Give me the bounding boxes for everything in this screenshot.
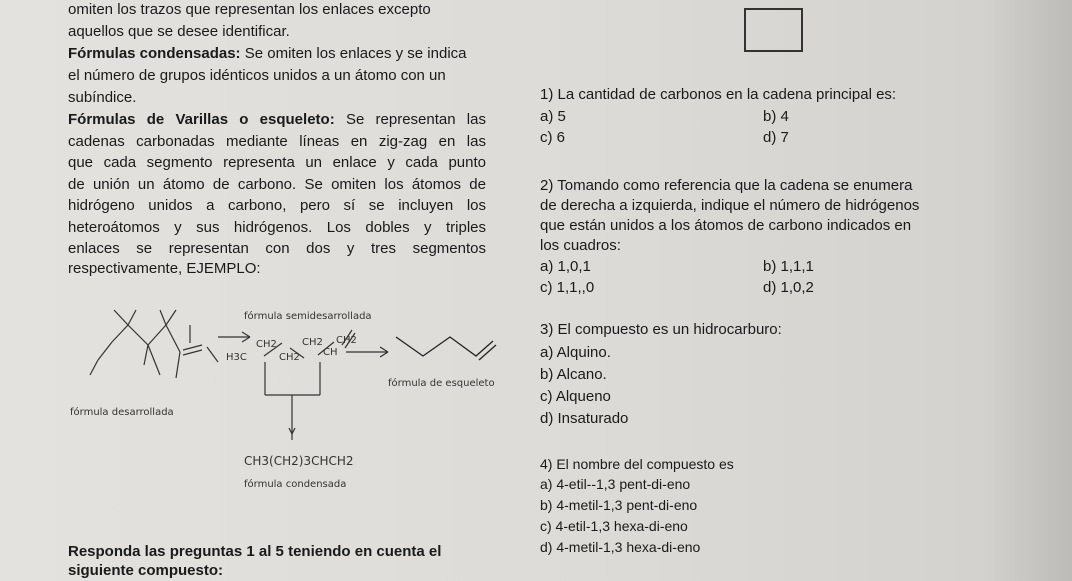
condensed-line-2: el número de grupos idénticos unidos a un átomo con un	[68, 67, 446, 84]
instructions-line-2: siguiente compuesto:	[68, 562, 224, 579]
q4-option-d: d) 4-metil-1,3 hexa-di-eno	[540, 539, 701, 555]
condensed-line-3: subíndice.	[68, 89, 137, 106]
skeleton-line: heteroátomos y sus hidrógenos. Los dobles y triples	[68, 218, 486, 236]
q1-option-a: a) 5	[540, 108, 566, 125]
q3-option-c: c) Alqueno	[540, 388, 611, 405]
structure-figure	[0, 0, 520, 500]
skeleton-line: enlaces se representan con dos y tres segmentos	[68, 240, 486, 257]
intro-line-1: omiten los trazos que representan los enlaces excepto	[68, 1, 431, 18]
q2-option-c: c) 1,1,,0	[540, 279, 595, 296]
page-shadow	[982, 0, 1072, 581]
answer-box	[744, 8, 803, 52]
skeleton-line: Fórmulas de Varillas o esqueleto: Se representan las	[68, 111, 486, 128]
skeleton-line: hidrógeno unidos a carbono, pero sí se incluyen los	[68, 197, 486, 214]
semi-group: H3C	[226, 352, 247, 363]
developed-label: fórmula desarrollada	[70, 407, 174, 418]
q4-option-a: a) 4-etil--1,3 pent-di-eno	[540, 476, 691, 492]
condensed-label-fig: fórmula condensada	[244, 479, 347, 490]
example-label: respectivamente, EJEMPLO:	[68, 260, 261, 277]
question-2: 2) Tomando como referencia que la cadena se enumera	[540, 177, 913, 194]
q2-option-d: d) 1,0,2	[763, 279, 814, 296]
semi-group: CH2	[302, 337, 323, 348]
q3-option-d: d) Insaturado	[540, 410, 629, 427]
question-4: 4) El nombre del compuesto es	[540, 456, 734, 472]
semi-developed-label: fórmula semidesarrollada	[244, 311, 372, 322]
semi-group: CH2	[336, 335, 357, 346]
condensed-label: Fórmulas condensadas:	[68, 45, 241, 62]
question-2-line: los cuadros:	[540, 237, 621, 254]
condensed-formula: CH3(CH2)3CHCH2	[244, 454, 354, 468]
q3-option-b: b) Alcano.	[540, 366, 607, 383]
semi-group: CH	[323, 347, 338, 358]
question-1: 1) La cantidad de carbonos en la cadena principal es:	[540, 86, 897, 103]
skeleton-line: cadenas carbonadas mediante líneas en zig-zag en las	[68, 132, 486, 150]
question-2-line: de derecha a izquierda, indique el número de hidrógenos	[540, 197, 920, 214]
skeleton-formula	[396, 337, 496, 360]
question-2-line: que están unidos a los átomos de carbono indicados en	[540, 217, 912, 234]
intro-line-2: aquellos que se desee identificar.	[68, 23, 290, 40]
skeleton-line: de unión un átomo de carbono. Se omiten los átomos de	[68, 175, 486, 193]
instructions-line-1: Responda las preguntas 1 al 5 teniendo en cuenta el	[68, 543, 442, 560]
developed-formula-bonds	[90, 310, 388, 440]
q4-option-c: c) 4-etil-1,3 hexa-di-eno	[540, 518, 688, 534]
q4-option-b: b) 4-metil-1,3 pent-di-eno	[540, 497, 698, 513]
question-3: 3) El compuesto es un hidrocarburo:	[540, 321, 782, 338]
condensed-text: Se omiten los enlaces y se indica	[240, 45, 467, 62]
semi-group: CH2	[279, 352, 300, 363]
q1-option-b: b) 4	[763, 108, 789, 125]
q2-option-a: a) 1,0,1	[540, 258, 591, 275]
q3-option-a: a) Alquino.	[540, 344, 611, 361]
skeleton-label: fórmula de esqueleto	[388, 378, 495, 389]
q2-option-b: b) 1,1,1	[763, 258, 814, 275]
q1-option-d: d) 7	[763, 129, 789, 146]
q1-option-c: c) 6	[540, 129, 566, 146]
skeleton-line: que cada segmento representa un enlace y cada punto	[68, 154, 486, 171]
semi-group: CH2	[256, 339, 277, 350]
